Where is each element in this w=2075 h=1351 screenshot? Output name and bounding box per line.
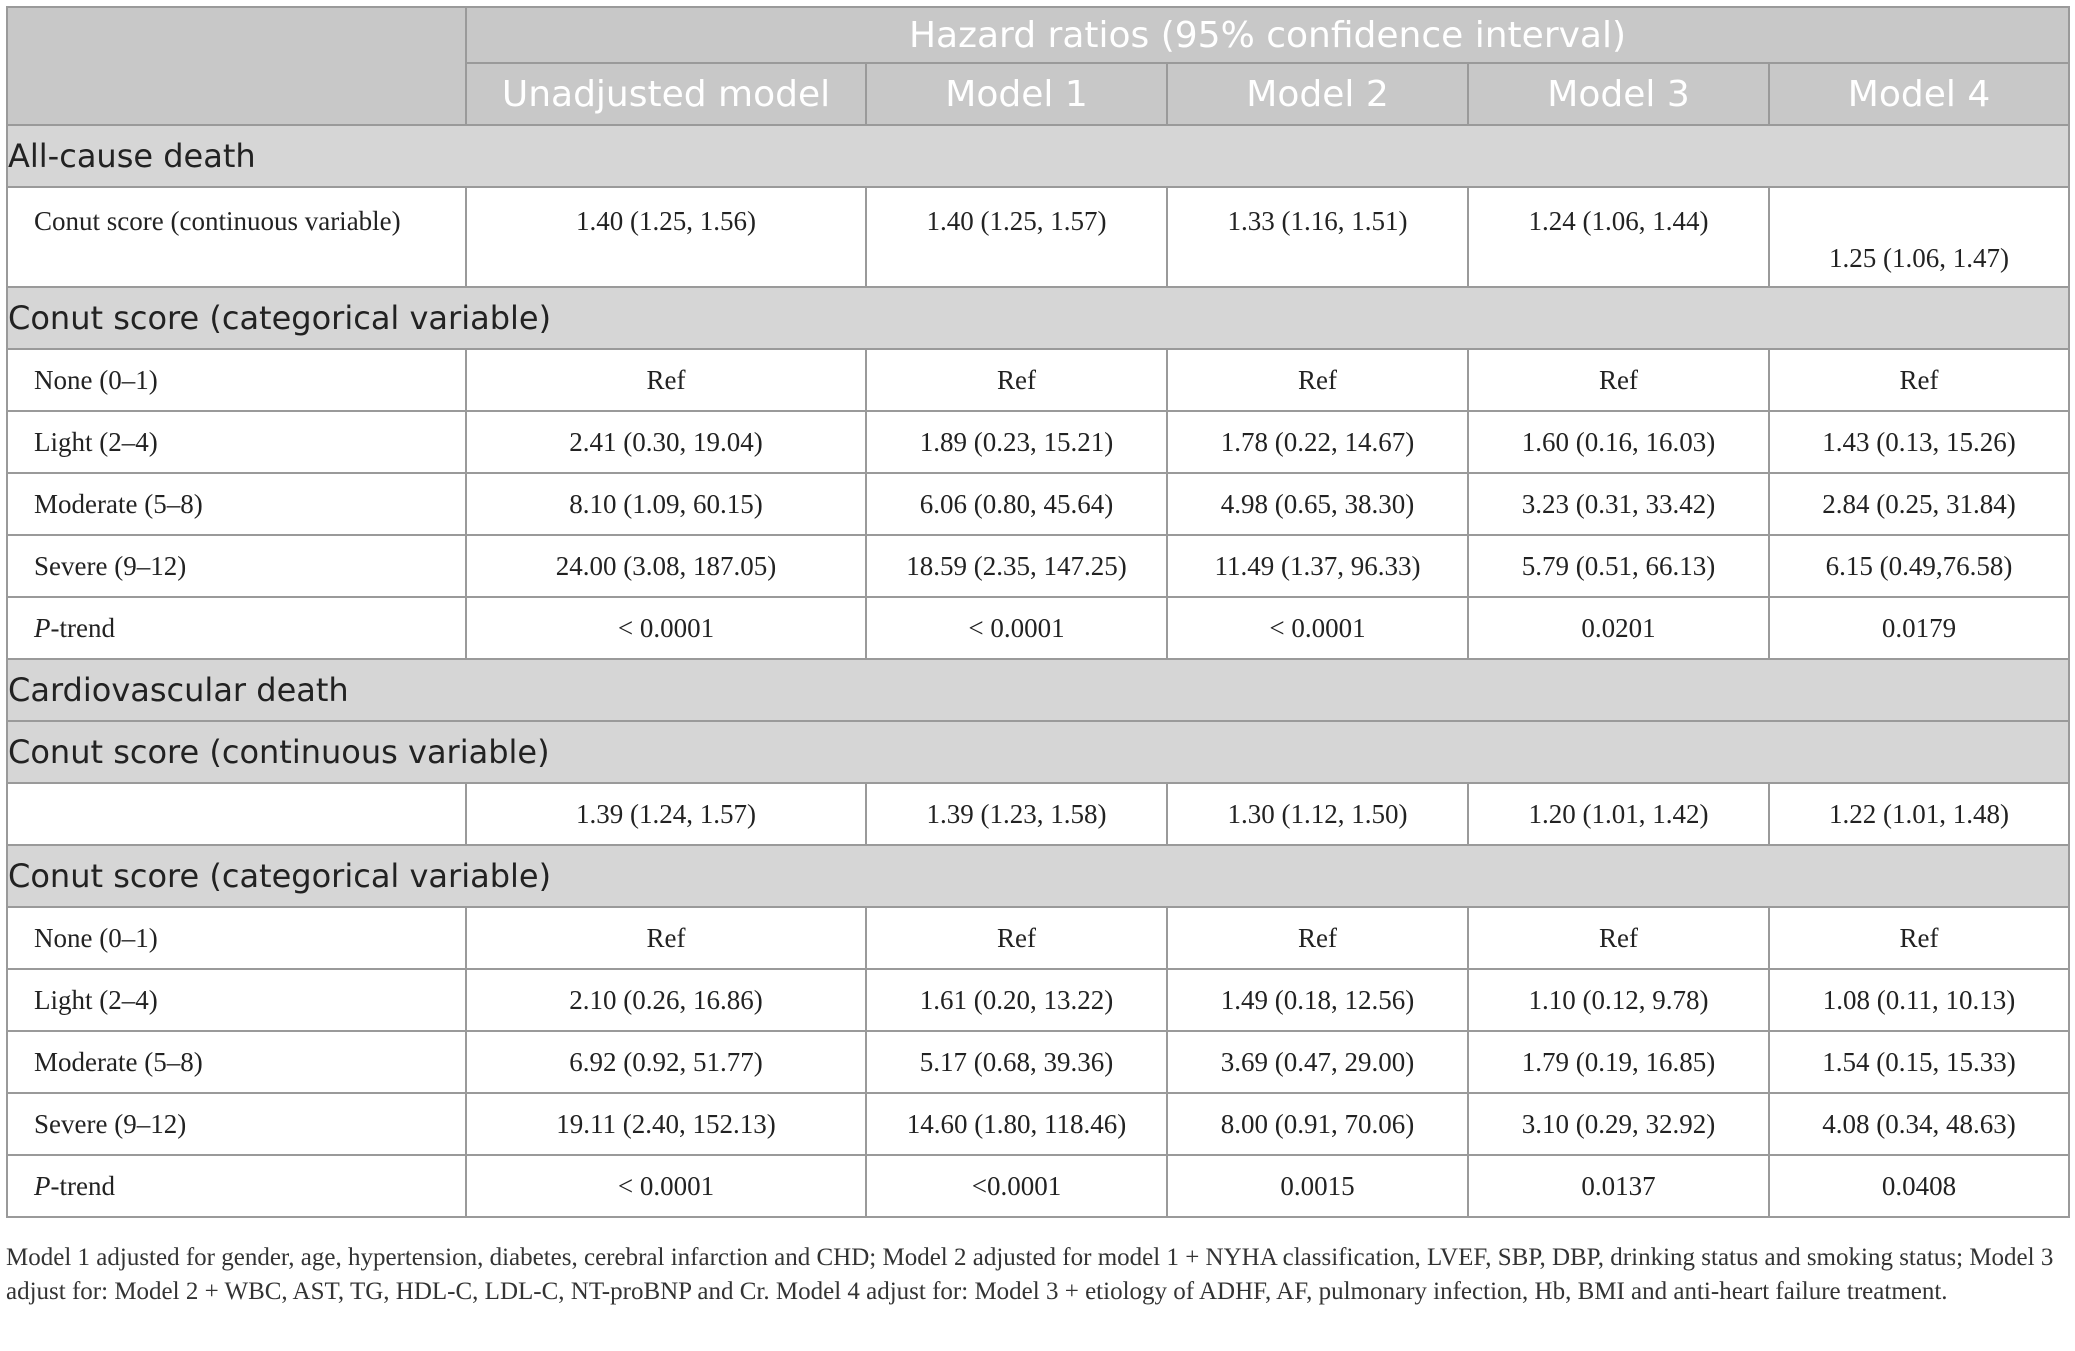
table-cell: Ref	[466, 349, 866, 411]
table-cell: < 0.0001	[866, 597, 1167, 659]
section-title: All-cause death	[7, 125, 2069, 187]
table-row	[7, 535, 2069, 597]
table-cell: <0.0001	[866, 1155, 1167, 1217]
table-cell: 1.10 (0.12, 9.78)	[1468, 969, 1769, 1031]
table-cell: Ref	[1769, 349, 2069, 411]
section-row-all-cause	[7, 125, 2069, 187]
column-header-model-1: Model 1	[866, 63, 1167, 125]
table-cell: 1.30 (1.12, 1.50)	[1167, 783, 1468, 845]
table-cell: 1.79 (0.19, 16.85)	[1468, 1031, 1769, 1093]
table-row	[7, 907, 2069, 969]
table-cell: 1.40 (1.25, 1.57)	[866, 187, 1167, 287]
p-trend-suffix: -trend	[50, 612, 115, 643]
row-label: Conut score (continuous variable)	[7, 187, 466, 287]
table-cell: 2.41 (0.30, 19.04)	[466, 411, 866, 473]
row-label: Light (2–4)	[7, 411, 466, 473]
table-cell: 0.0408	[1769, 1155, 2069, 1217]
table-cell: 6.15 (0.49,76.58)	[1769, 535, 2069, 597]
table-cell: 14.60 (1.80, 118.46)	[866, 1093, 1167, 1155]
header-row-group	[7, 7, 2069, 63]
table-cell: 1.25 (1.06, 1.47)	[1769, 187, 2069, 287]
table-cell: 1.54 (0.15, 15.33)	[1769, 1031, 2069, 1093]
row-label: Light (2–4)	[7, 969, 466, 1031]
row-label: None (0–1)	[7, 907, 466, 969]
header-group-title: Hazard ratios (95% confidence interval)	[466, 7, 2069, 63]
table-cell: 4.08 (0.34, 48.63)	[1769, 1093, 2069, 1155]
table-row	[7, 969, 2069, 1031]
column-header-model-4: Model 4	[1769, 63, 2069, 125]
section-title: Cardiovascular death	[7, 659, 2069, 721]
table-cell: 18.59 (2.35, 147.25)	[866, 535, 1167, 597]
table-cell: 1.61 (0.20, 13.22)	[866, 969, 1167, 1031]
row-label	[7, 1155, 466, 1217]
section-row-cardiovascular	[7, 659, 2069, 721]
table-cell: 1.24 (1.06, 1.44)	[1468, 187, 1769, 287]
table-row	[7, 411, 2069, 473]
hazard-ratio-table	[6, 6, 2070, 1218]
table-cell: 3.69 (0.47, 29.00)	[1167, 1031, 1468, 1093]
table-cell: 1.40 (1.25, 1.56)	[466, 187, 866, 287]
section-row-categorical	[7, 287, 2069, 349]
table-cell: 3.23 (0.31, 33.42)	[1468, 473, 1769, 535]
table-cell: 5.17 (0.68, 39.36)	[866, 1031, 1167, 1093]
table-row	[7, 473, 2069, 535]
table-cell: 11.49 (1.37, 96.33)	[1167, 535, 1468, 597]
section-row-categorical	[7, 845, 2069, 907]
table-cell: 5.79 (0.51, 66.13)	[1468, 535, 1769, 597]
section-title: Conut score (categorical variable)	[7, 287, 2069, 349]
section-title: Conut score (continuous variable)	[7, 721, 2069, 783]
table-cell: 2.10 (0.26, 16.86)	[466, 969, 866, 1031]
column-header-model-3: Model 3	[1468, 63, 1769, 125]
table-row	[7, 187, 2069, 287]
section-title: Conut score (categorical variable)	[7, 845, 2069, 907]
p-italic: P	[34, 1170, 51, 1201]
table-cell: 1.08 (0.11, 10.13)	[1769, 969, 2069, 1031]
table-cell: 1.22 (1.01, 1.48)	[1769, 783, 2069, 845]
table-row	[7, 349, 2069, 411]
table-cell: 2.84 (0.25, 31.84)	[1769, 473, 2069, 535]
table-row-p-trend	[7, 1155, 2069, 1217]
table-cell: Ref	[1468, 907, 1769, 969]
table-cell: 0.0201	[1468, 597, 1769, 659]
table-cell: 6.92 (0.92, 51.77)	[466, 1031, 866, 1093]
table-cell: 4.98 (0.65, 38.30)	[1167, 473, 1468, 535]
row-label: None (0–1)	[7, 349, 466, 411]
table-cell: 1.89 (0.23, 15.21)	[866, 411, 1167, 473]
section-row-continuous	[7, 721, 2069, 783]
table-cell: 0.0179	[1769, 597, 2069, 659]
table-footnote: Model 1 adjusted for gender, age, hypertension, diabetes, cerebral infarction and CHD; Model 2 adjusted for model 1 + NYHA classification, LVEF, SBP, DBP, drinking status and smoking status; Model 3 adjust for: Model 2 + WBC, AST, TG, HDL-C, LDL-C, NT-proBNP and Cr. Model 4 adjust for: Model 3 + etiology of ADHF, AF, pulmonary infection, Hb, BMI and anti-heart failure treatment.	[6, 1244, 2054, 1305]
row-label	[7, 597, 466, 659]
table-cell: 1.33 (1.16, 1.51)	[1167, 187, 1468, 287]
table-row	[7, 1093, 2069, 1155]
row-label-empty	[7, 783, 466, 845]
column-header-model-2: Model 2	[1167, 63, 1468, 125]
table-cell: Ref	[1167, 907, 1468, 969]
table-cell: 1.60 (0.16, 16.03)	[1468, 411, 1769, 473]
column-header-unadjusted: Unadjusted model	[466, 63, 866, 125]
table-cell: 0.0015	[1167, 1155, 1468, 1217]
table-cell: Ref	[1769, 907, 2069, 969]
table-row	[7, 783, 2069, 845]
table-cell: 8.00 (0.91, 70.06)	[1167, 1093, 1468, 1155]
row-label: Moderate (5–8)	[7, 473, 466, 535]
table-cell: Ref	[1167, 349, 1468, 411]
table-cell: 19.11 (2.40, 152.13)	[466, 1093, 866, 1155]
row-label: Moderate (5–8)	[7, 1031, 466, 1093]
table-cell: 1.78 (0.22, 14.67)	[1167, 411, 1468, 473]
table-cell: < 0.0001	[466, 597, 866, 659]
table-cell: 3.10 (0.29, 32.92)	[1468, 1093, 1769, 1155]
row-label: Severe (9–12)	[7, 535, 466, 597]
table-cell: < 0.0001	[466, 1155, 866, 1217]
table-cell: 8.10 (1.09, 60.15)	[466, 473, 866, 535]
table-cell: Ref	[466, 907, 866, 969]
p-trend-suffix: -trend	[50, 1170, 115, 1201]
table-row	[7, 1031, 2069, 1093]
table-cell: 1.20 (1.01, 1.42)	[1468, 783, 1769, 845]
row-label: Severe (9–12)	[7, 1093, 466, 1155]
table-cell: Ref	[1468, 349, 1769, 411]
table-cell: Ref	[866, 349, 1167, 411]
table-row-p-trend	[7, 597, 2069, 659]
table-cell: 1.49 (0.18, 12.56)	[1167, 969, 1468, 1031]
p-italic: P	[34, 612, 51, 643]
table-cell: 0.0137	[1468, 1155, 1769, 1217]
header-corner-cell	[7, 7, 466, 125]
table-cell: Ref	[866, 907, 1167, 969]
table-cell: 6.06 (0.80, 45.64)	[866, 473, 1167, 535]
table-cell: < 0.0001	[1167, 597, 1468, 659]
table-cell: 1.43 (0.13, 15.26)	[1769, 411, 2069, 473]
table-cell: 1.39 (1.23, 1.58)	[866, 783, 1167, 845]
table-cell: 24.00 (3.08, 187.05)	[466, 535, 866, 597]
table-cell: 1.39 (1.24, 1.57)	[466, 783, 866, 845]
